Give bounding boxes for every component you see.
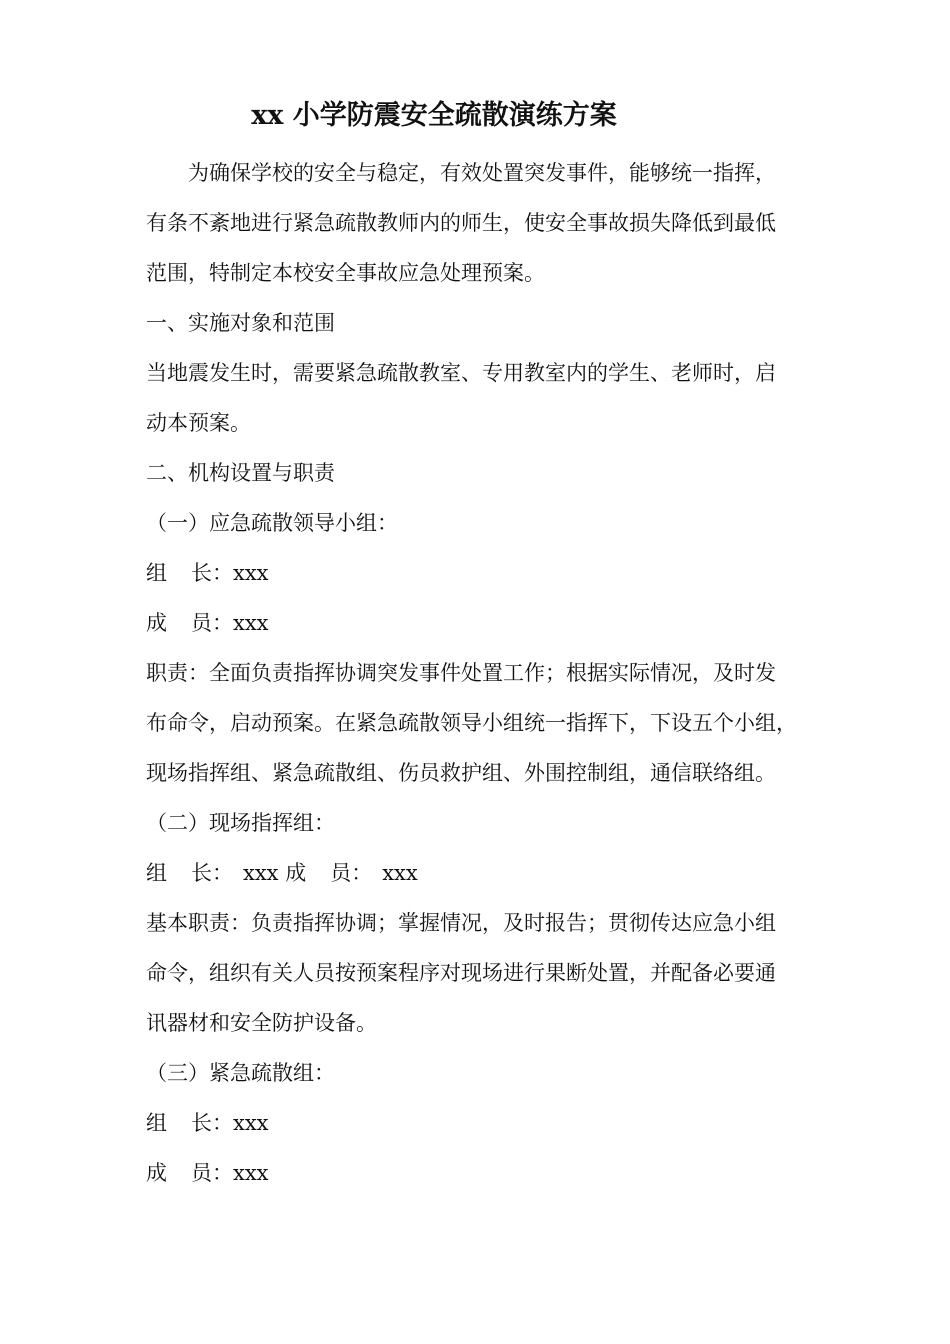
paragraph-line: 当地震发生时，需要紧急疏散教室、专用教室内的学生、老师时，启 [146,361,776,385]
section-heading: 一、实施对象和范围 [146,311,335,335]
member-line [146,848,822,898]
subsection-heading: （一）应急疏散领导小组： [146,511,398,535]
member-label-part: 成 [146,1161,167,1185]
document-title: xx 小学防震安全疏散演练方案 [251,100,617,131]
member-label-part: 成 [146,611,167,635]
member-value: 长：xxx [191,1111,269,1135]
member-line [146,598,822,648]
paragraph-line: 动本预案。 [146,411,251,435]
member-value: 员：xxx [191,611,269,635]
paragraph-line: 为确保学校的安全与稳定，有效处置突发事件，能够统一指挥， [188,161,776,185]
paragraph-line: 现场指挥组、紧急疏散组、伤员救护组、外围控制组，通信联络组。 [146,761,776,785]
member-line [146,548,822,598]
member-line [146,1148,822,1198]
paragraph-line: 布命令，启动预案。在紧急疏散领导小组统一指挥下，下设五个小组， [146,711,797,735]
paragraph-line: 基本职责：负责指挥协调；掌握情况，及时报告；贯彻传达应急小组 [146,911,776,935]
member-value: xxx [382,861,418,885]
member-value: 员：xxx [191,1161,269,1185]
member-label-part: 组 [146,1111,167,1135]
paragraph-line: 命令，组织有关人员按预案程序对现场进行果断处置，并配备必要通 [146,961,776,985]
member-value: 长：xxx [191,561,269,585]
paragraph-line: 职责：全面负责指挥协调突发事件处置工作；根据实际情况，及时发 [146,661,776,685]
paragraph-line: 范围，特制定本校安全事故应急处理预案。 [146,261,545,285]
subsection-heading: （二）现场指挥组： [146,811,335,835]
member-value: xxx 成 [243,861,307,885]
member-line [146,1098,822,1148]
paragraph-line: 讯器材和安全防护设备。 [146,1011,377,1035]
document-body [146,148,822,1198]
section-heading: 二、机构设置与职责 [146,461,335,485]
member-label-part: 长： [191,861,233,885]
member-label-part: 员： [330,861,373,885]
member-label-part: 组 [146,561,167,585]
subsection-heading: （三）紧急疏散组： [146,1061,335,1085]
paragraph-line: 有条不紊地进行紧急疏散教师内的师生，使安全事故损失降低到最低 [146,211,776,235]
member-label-part: 组 [146,861,167,885]
